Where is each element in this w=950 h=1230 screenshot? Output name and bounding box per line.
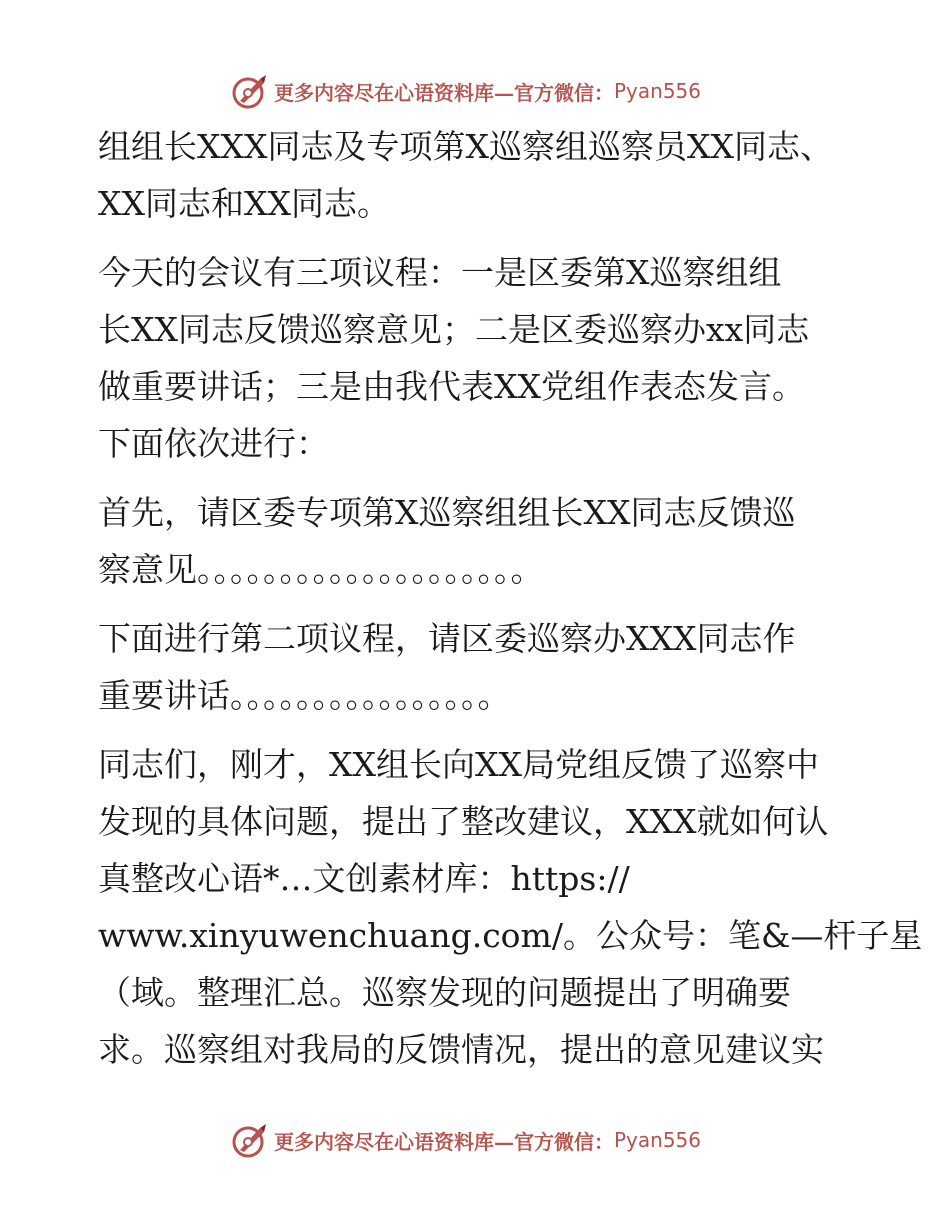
text-line: 长XX同志反馈巡察意见；二是区委巡察办xx同志: [98, 310, 810, 349]
header-banner: [230, 71, 701, 111]
footer-banner-text: 更多内容尽在心语资料库—官方微信：: [274, 1129, 614, 1154]
text-line: XX同志和XX同志。: [98, 184, 390, 223]
header-banner-wechat: Pyan556: [614, 79, 702, 103]
text-line: 下面进行第二项议程，请区委巡察办XXX同志作: [98, 619, 796, 658]
header-banner-text: 更多内容尽在心语资料库—官方微信：: [274, 80, 614, 105]
text-line: 组组长XXX同志及专项第X巡察组巡察员XX同志、: [98, 127, 833, 166]
paragraph: [98, 484, 858, 598]
text-line: 下面依次进行：: [98, 424, 329, 463]
text-line: 同志们，刚才，XX组长向XX局党组反馈了巡察中: [98, 745, 819, 784]
paragraph: [98, 118, 858, 232]
text-line: 今天的会议有三项议程：一是区委第X巡察组组: [98, 253, 782, 292]
paragraph: [98, 610, 858, 724]
footer-banner: [230, 1120, 701, 1160]
text-line: 首先，请区委专项第X巡察组组长XX同志反馈巡: [98, 493, 796, 532]
text-line: 做重要讲话；三是由我代表XX党组作表态发言。: [98, 367, 805, 406]
text-line: 求。巡察组对我局的反馈情况，提出的意见建议实: [98, 1030, 824, 1069]
pen-logo-icon: [230, 71, 270, 111]
pen-logo-icon: [230, 1120, 270, 1160]
paragraph: [98, 244, 858, 472]
footer-banner-wechat: Pyan556: [614, 1128, 702, 1152]
text-line: （域。整理汇总。巡察发现的问题提出了明确要: [98, 973, 791, 1012]
text-line: 真整改心语*…文创素材库：https://: [98, 859, 630, 898]
document-body: [98, 118, 923, 1090]
text-line: www.xinyuwenchuang.com/。公众号：笔&—杆子星: [98, 916, 923, 955]
text-line: 发现的具体问题，提出了整改建议，XXX就如何认: [98, 802, 829, 841]
text-line: 重要讲话。。。。。。。。。。。。。。。。: [98, 676, 511, 715]
paragraph: [98, 736, 923, 1078]
text-line: 察意见。。。。。。。。。。。。。。。。。。。。: [98, 550, 544, 589]
